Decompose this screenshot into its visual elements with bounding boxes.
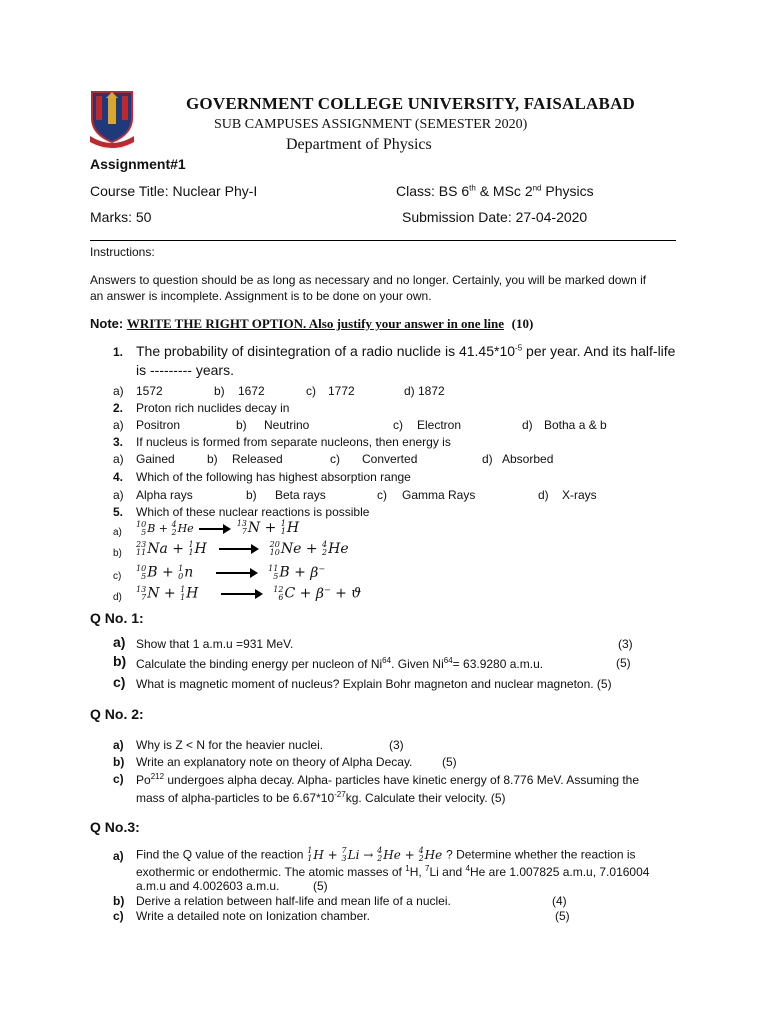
arrow-icon <box>199 528 229 530</box>
mcq-5-num: 5. <box>113 505 124 519</box>
mcq-5-option-b-label: b) <box>113 548 122 559</box>
mcq-4-option-b: Beta rays <box>275 488 326 502</box>
mcq-2-option-c-label: c) <box>393 418 403 432</box>
q1-b-text: Calculate the binding energy per nucleon of Ni$^{64}$. Given $Ni^{64}= 63.9280$ a.m.u. <box>136 656 544 671</box>
q3-a-text-line-3: a.m.u and 4.002603 a.m.u. <box>136 879 280 893</box>
q2-a-marks: (3) <box>389 738 404 752</box>
mcq-3-option-c-label: c) <box>330 452 340 466</box>
university-logo <box>86 88 138 150</box>
q3-title: Q No.3: <box>90 819 140 835</box>
mcq-5-text: Which of these nuclear reactions is possible <box>136 505 370 519</box>
note-text: WRITE THE RIGHT OPTION. Also justify your answer in one line <box>126 316 505 331</box>
mcq-2-option-a-label: a) <box>113 418 124 432</box>
q1-a-marks: (3) <box>618 637 633 651</box>
instructions-line-2: an answer is incomplete. Assignment is to be done on your own. <box>90 289 432 303</box>
mcq-4-option-c: Gamma Rays <box>402 488 476 502</box>
q1-b-marks: (5) <box>616 656 631 670</box>
q3-c-marks: (5) <box>555 909 570 923</box>
mcq-2-option-d: Botha a & b <box>544 418 607 432</box>
q3-a-text: Find the Q value of the reaction 1 1 H + 7 3 Li → 4 2 He + 4 2 He ? Determine whether the reaction is <box>136 846 636 863</box>
reaction-b: 23 11 Na + 1 1 H 20 10 Ne + 4 2 He <box>136 540 349 557</box>
q3-c-text: Write a detailed note on Ionization chamber. <box>136 909 370 923</box>
q2-b-text: Write an explanatory note on theory of Alpha Decay. <box>136 755 413 769</box>
mcq-4-option-a-label: a) <box>113 488 124 502</box>
mcq-3-option-a: Gained <box>136 452 175 466</box>
reaction-d: 13 7 N + 1 1 H 12 6 C + β− + ϑ <box>136 584 362 602</box>
mcq-3-option-d: Absorbed <box>502 452 554 466</box>
mcq-2-option-b: Neutrino <box>264 418 310 432</box>
mcq-5-option-c-label: c) <box>113 571 122 582</box>
arrow-icon <box>221 593 261 595</box>
q2-b-marks: (5) <box>442 755 457 769</box>
assignment-number: Assignment#1 <box>90 156 186 172</box>
mcq-2-option-d-label: d) <box>522 418 533 432</box>
q1-a-label: a) <box>113 634 126 650</box>
mcq-2-option-b-label: b) <box>236 418 247 432</box>
q3-a-text-line-2: exothermic or endothermic. The atomic masses of $^1$H, $^7$Li and $^4$He are 1.007825 a.m.u, 7.016004 <box>136 864 650 879</box>
mcq-2-num: 2. <box>113 401 124 415</box>
class-info: Class: BS 6th & MSc 2nd Physics <box>396 183 594 199</box>
q1-a-text: Show that 1 a.m.u =931 MeV. <box>136 637 294 651</box>
q2-c-label: c) <box>113 772 124 786</box>
mcq-4-option-d: X-rays <box>562 488 597 502</box>
note-marks: (10) <box>511 316 534 331</box>
mcq-5-option-d-label: d) <box>113 592 122 603</box>
mcq-2-option-c: Electron <box>417 418 462 432</box>
mcq-3-text: If nucleus is formed from separate nucleons, then energy is <box>136 435 451 449</box>
mcq-3-option-c: Converted <box>362 452 418 466</box>
q2-a-text: Why is Z < N for the heavier nuclei. <box>136 738 324 752</box>
reaction-a: 10 5 B + 4 2 He 13 7 N + 1 1 H <box>136 519 300 537</box>
q1-c-label: c) <box>113 674 126 690</box>
mcq-4-option-b-label: b) <box>246 488 257 502</box>
q1-title: Q No. 1: <box>90 610 144 626</box>
mcq-2-text: Proton rich nuclides decay in <box>136 401 290 415</box>
q3-a-label: a) <box>113 849 124 863</box>
mcq-3-option-d-label: d) <box>482 452 493 466</box>
mcq-1-text-line-2: is --------- years. <box>136 362 234 378</box>
university-title: GOVERNMENT COLLEGE UNIVERSITY, FAISALABAD <box>186 94 636 113</box>
mcq-1-option-a-label: a) <box>113 384 124 398</box>
mcq-1-text: The probability of disintegration of a radio nuclide is $41.45*10^{-5}$ per year. And its half-life <box>136 343 676 359</box>
marks: Marks: 50 <box>90 209 152 225</box>
mcq-5-option-a-label: a) <box>113 527 122 538</box>
mcq-1-option-d: d) 1872 <box>404 384 445 398</box>
q3-reaction: 1 1 H + 7 3 Li → 4 2 He + 4 2 He <box>307 846 443 863</box>
arrow-icon <box>216 572 256 574</box>
mcq-3-option-b: Released <box>232 452 283 466</box>
mcq-1-option-b: 1672 <box>238 384 265 398</box>
q2-title: Q No. 2: <box>90 706 144 722</box>
mcq-1-option-c: 1772 <box>328 384 355 398</box>
q2-c-text-line-2: mass of alpha-particles to be $6.67*10^{-27}kg$. Calculate their velocity. (5) <box>136 790 506 805</box>
mcq-4-num: 4. <box>113 470 124 484</box>
instructions-heading: Instructions: <box>90 245 155 259</box>
mcq-4-option-a: Alpha rays <box>136 488 193 502</box>
q3-c-label: c) <box>113 909 124 923</box>
mcq-4-text: Which of the following has highest absorption range <box>136 470 411 484</box>
q1-b-label: b) <box>113 653 127 669</box>
q3-a-marks: (5) <box>313 879 328 893</box>
mcq-3-option-a-label: a) <box>113 452 124 466</box>
note <box>90 316 533 332</box>
q3-b-marks: (4) <box>552 894 567 908</box>
mcq-4-option-d-label: d) <box>538 488 549 502</box>
mcq-1-option-c-label: c) <box>306 384 316 398</box>
instructions-line-1: Answers to question should be as long as necessary and no longer. Certainly, you will be marked down if <box>90 273 647 287</box>
mcq-3-option-b-label: b) <box>207 452 218 466</box>
q2-a-label: a) <box>113 738 124 752</box>
q2-c-text: Po$^{212}$ undergoes alpha decay. Alpha- particles have kinetic energy of 8.776 MeV. Assuming the <box>136 772 640 787</box>
q1-c-text: What is magnetic moment of nucleus? Explain Bohr magneton and nuclear magneton. (5) <box>136 677 612 691</box>
submission-date: Submission Date: 27-04-2020 <box>402 209 588 225</box>
course-title: Course Title: Nuclear Phy-I <box>90 183 258 199</box>
divider <box>90 240 676 241</box>
mcq-1-option-a: 1572 <box>136 384 163 398</box>
reaction-c: 10 5 B + 1 0 n 11 5 B + β− <box>136 563 326 581</box>
mcq-1-num: 1. <box>113 345 124 359</box>
mcq-4-option-c-label: c) <box>377 488 387 502</box>
assignment-subtitle: SUB CAMPUSES ASSIGNMENT (SEMESTER 2020) <box>214 117 528 132</box>
mcq-3-num: 3. <box>113 435 124 449</box>
q3-b-label: b) <box>113 894 125 908</box>
department-title: Department of Physics <box>286 136 432 153</box>
mcq-1-option-b-label: b) <box>214 384 225 398</box>
mcq-2-option-a: Positron <box>136 418 181 432</box>
q2-b-label: b) <box>113 755 125 769</box>
note-label: Note: <box>90 316 124 331</box>
q3-b-text: Derive a relation between half-life and mean life of a nuclei. <box>136 894 451 908</box>
arrow-icon <box>219 548 257 550</box>
